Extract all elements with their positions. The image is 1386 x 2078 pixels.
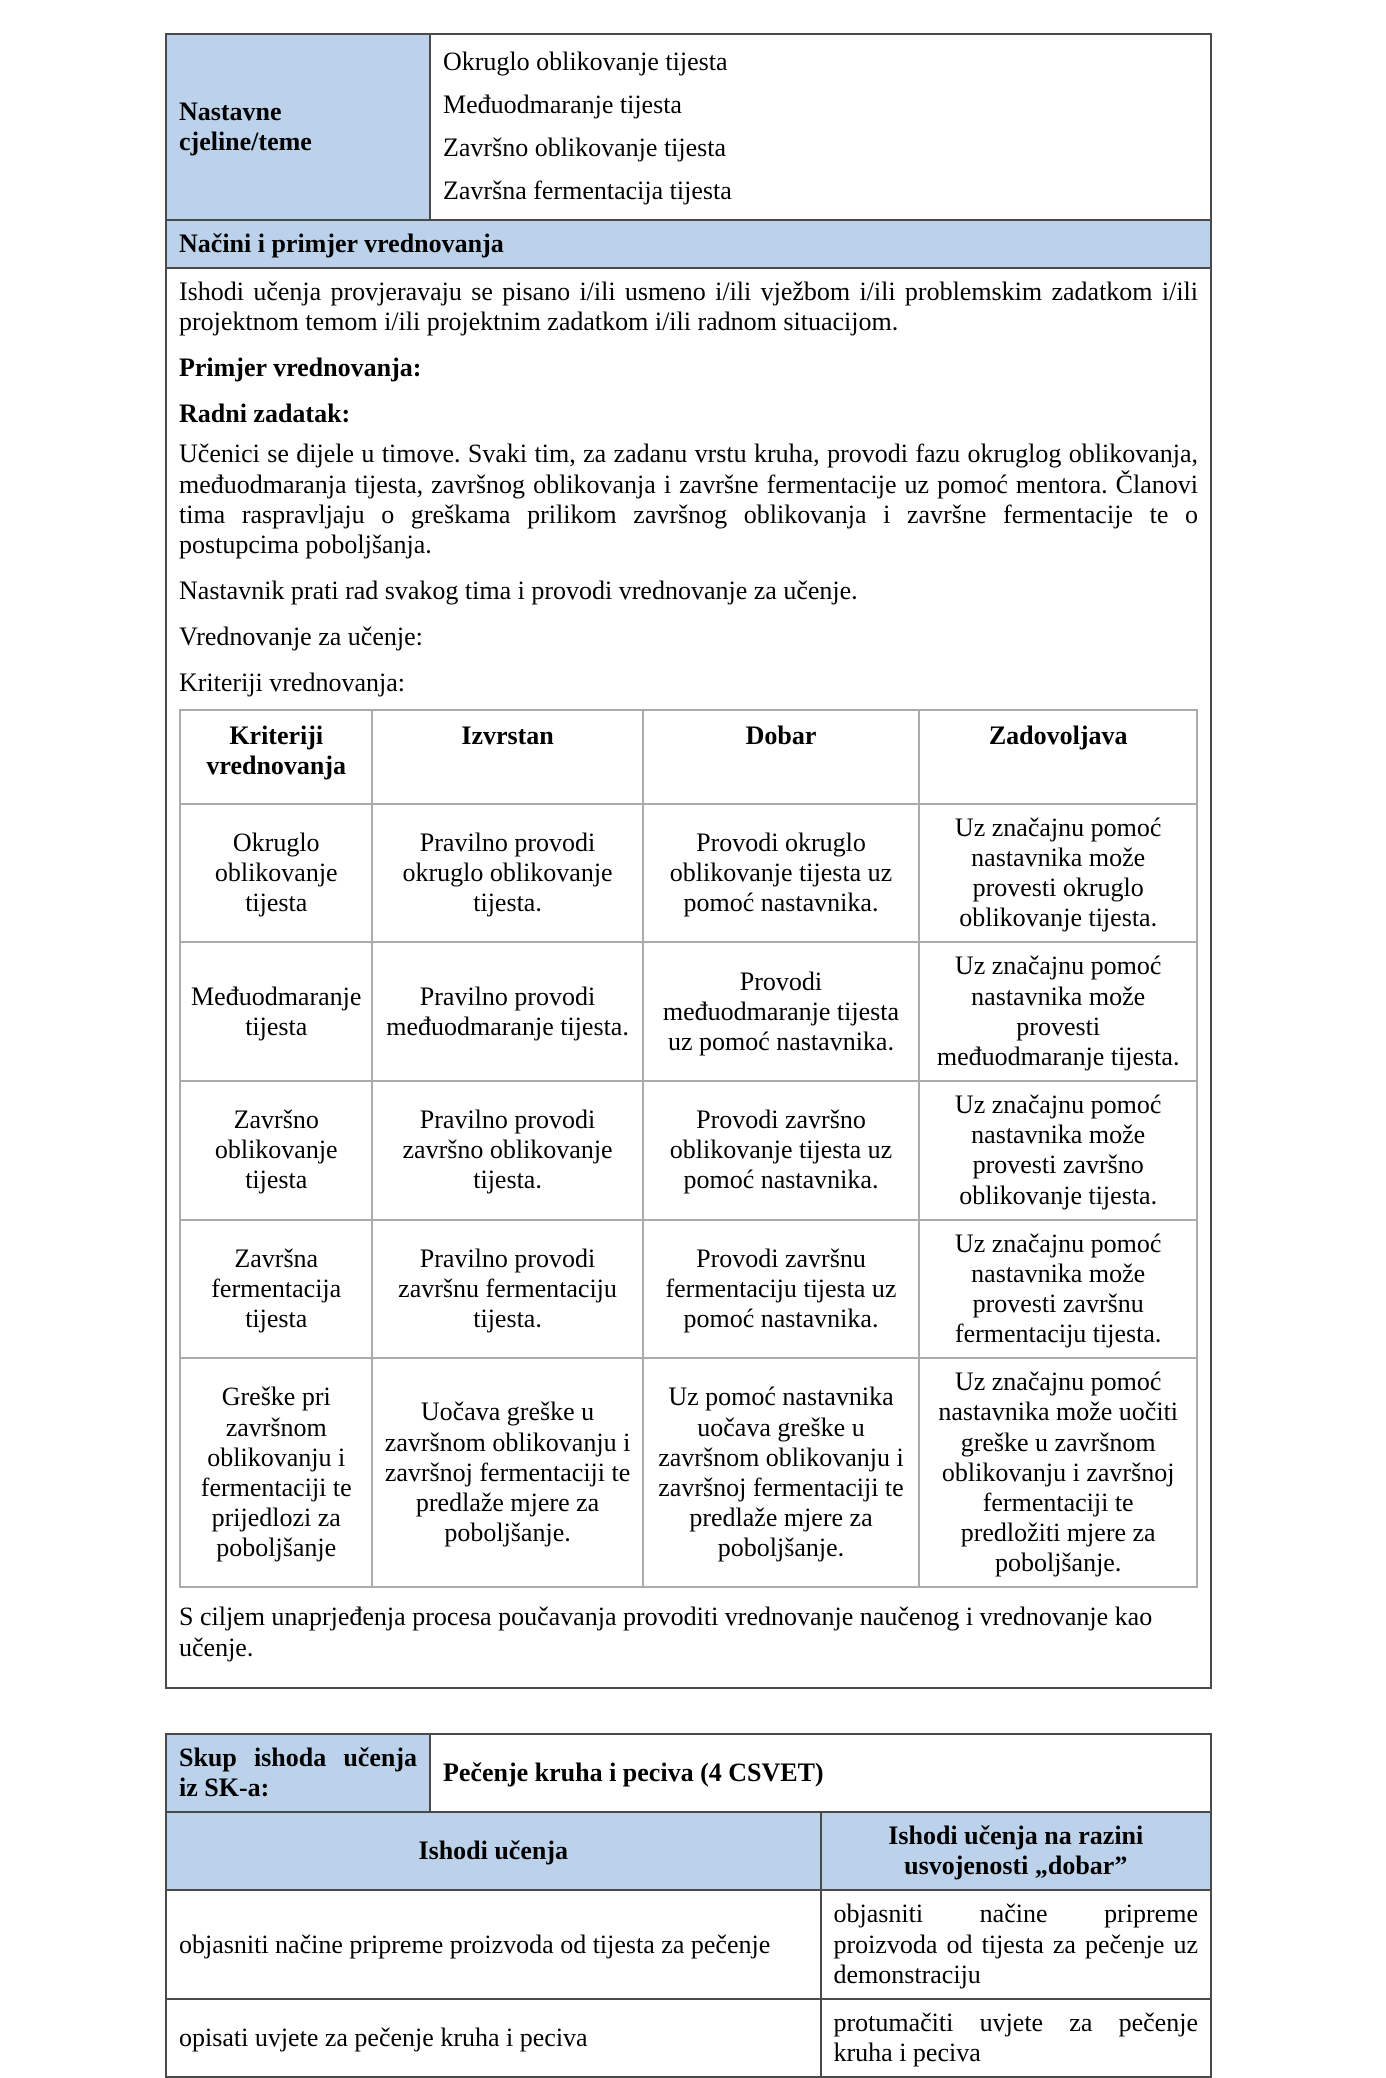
outcomes-row — [166, 1890, 1211, 1998]
criteria-cell: Uz značajnu pomoć nastavnika može provesti završno oblikovanje tijesta. — [919, 1081, 1197, 1220]
curriculum-document — [165, 33, 1212, 2078]
closing-note: S ciljem unaprjeđenja procesa poučavanja provoditi vrednovanje naučenog i vrednovanje kao učenje. — [179, 1602, 1153, 1662]
criteria-col-header: Kriteriji vrednovanja — [180, 710, 372, 804]
outcome-level-cell: objasniti načine pripreme proizvoda od tijesta za pečenje uz demonstraciju — [821, 1890, 1212, 1998]
criteria-cell: Uz značajnu pomoć nastavnika može provesti završnu fermentaciju tijesta. — [919, 1220, 1197, 1359]
criteria-cell: Provodi okruglo oblikovanje tijesta uz pomoć nastavnika. — [643, 804, 920, 943]
monitor-text: Nastavnik prati rad svakog tima i provodi vrednovanje za učenje. — [179, 576, 858, 606]
unit-item: Završna fermentacija tijesta — [443, 176, 732, 206]
criteria-cell: Međuodmaranje tijesta — [180, 942, 372, 1081]
sk-value-cell: Pečenje kruha i peciva (4 CSVET) — [430, 1734, 1211, 1812]
criteria-row — [180, 942, 1197, 1081]
evaluation-intro: Ishodi učenja provjeravaju se pisano i/ili usmeno i/ili vježbom i/ili problemskim zadatkom i/ili projektnom temom i/ili projektnim zadatkom i/ili radnom situacijom. — [179, 276, 1198, 336]
evaluation-content-cell — [166, 268, 1211, 1688]
criteria-col-header: Izvrstan — [372, 710, 642, 804]
outcomes-table — [165, 1733, 1212, 2078]
outcome-level-cell: protumačiti uvjete za pečenje kruha i peciva — [821, 1999, 1212, 2077]
sk-label-cell: Skup ishoda učenja iz SK-a: — [166, 1734, 430, 1812]
unit-item: Završno oblikovanje tijesta — [443, 133, 727, 163]
criteria-cell: Greške pri završnom oblikovanju i fermentaciji te prijedlozi za poboljšanje — [180, 1358, 372, 1587]
criteria-cell: Završna fermentacija tijesta — [180, 1220, 372, 1359]
unit-item: Međuodmaranje tijesta — [443, 90, 682, 120]
section-header-row — [166, 220, 1211, 268]
units-row — [166, 34, 1211, 220]
units-list-cell — [430, 34, 1211, 220]
criteria-cell: Provodi završnu fermentaciju tijesta uz pomoć nastavnika. — [643, 1220, 920, 1359]
criteria-cell: Uz značajnu pomoć nastavnika može uočiti greške u završnom oblikovanju i završnoj fermentaciji te predložiti mjere za poboljšanje. — [919, 1358, 1197, 1587]
criteria-row — [180, 1358, 1197, 1587]
for-learning-label: Vrednovanje za učenje: — [179, 622, 423, 652]
criteria-row — [180, 804, 1197, 943]
criteria-cell: Završno oblikovanje tijesta — [180, 1081, 372, 1220]
criteria-cell: Uz značajnu pomoć nastavnika može provesti međuodmaranje tijesta. — [919, 942, 1197, 1081]
criteria-cell: Pravilno provodi međuodmaranje tijesta. — [372, 942, 642, 1081]
units-label-cell: Nastavne cjeline/teme — [166, 34, 430, 220]
criteria-cell: Provodi međuodmaranje tijesta uz pomoć nastavnika. — [643, 942, 920, 1081]
example-label: Primjer vrednovanja: — [179, 353, 422, 383]
criteria-cell: Provodi završno oblikovanje tijesta uz pomoć nastavnika. — [643, 1081, 920, 1220]
criteria-col-header: Zadovoljava — [919, 710, 1197, 804]
criteria-row — [180, 1220, 1197, 1359]
sk-row — [166, 1734, 1211, 1812]
evaluation-content-row — [166, 268, 1211, 1688]
outcome-cell: objasniti načine pripreme proizvoda od tijesta za pečenje — [166, 1890, 821, 1998]
criteria-cell: Okruglo oblikovanje tijesta — [180, 804, 372, 943]
criteria-cell: Uz značajnu pomoć nastavnika može provesti okruglo oblikovanje tijesta. — [919, 804, 1197, 943]
outcome-cell: opisati uvjete za pečenje kruha i peciva — [166, 1999, 821, 2077]
criteria-header-row — [180, 710, 1197, 804]
criteria-cell: Pravilno provodi završnu fermentaciju tijesta. — [372, 1220, 642, 1359]
criteria-row — [180, 1081, 1197, 1220]
outcomes-col-header: Ishodi učenja — [166, 1812, 821, 1890]
outcomes-header-row — [166, 1812, 1211, 1890]
criteria-col-header: Dobar — [643, 710, 920, 804]
criteria-label: Kriteriji vrednovanja: — [179, 668, 405, 698]
criteria-cell: Uz pomoć nastavnika uočava greške u završnom oblikovanju i završnoj fermentaciji te predlaže mjere za poboljšanje. — [643, 1358, 920, 1587]
criteria-cell: Pravilno provodi okruglo oblikovanje tijesta. — [372, 804, 642, 943]
outcomes-row — [166, 1999, 1211, 2077]
outcomes-col-header: Ishodi učenja na razini usvojenosti „dobar” — [821, 1812, 1212, 1890]
task-label: Radni zadatak: — [179, 399, 351, 429]
unit-item: Okruglo oblikovanje tijesta — [443, 47, 728, 76]
criteria-cell: Uočava greške u završnom oblikovanju i završnoj fermentaciji te predlaže mjere za poboljšanje. — [372, 1358, 642, 1587]
section-header: Načini i primjer vrednovanja — [166, 220, 1211, 268]
criteria-table — [179, 709, 1198, 1589]
evaluation-table — [165, 33, 1212, 1689]
criteria-cell: Pravilno provodi završno oblikovanje tijesta. — [372, 1081, 642, 1220]
task-text: Učenici se dijele u timove. Svaki tim, za zadanu vrstu kruha, provodi fazu okruglog oblikovanja, međuodmaranja tijesta, završnog oblikovanja i završne fermentacije uz pomoć mentora. Članovi tima raspravljaju o greškama prilikom završnog oblikovanja i završne fermentacije te o postupcima poboljšanja. — [179, 439, 1198, 559]
